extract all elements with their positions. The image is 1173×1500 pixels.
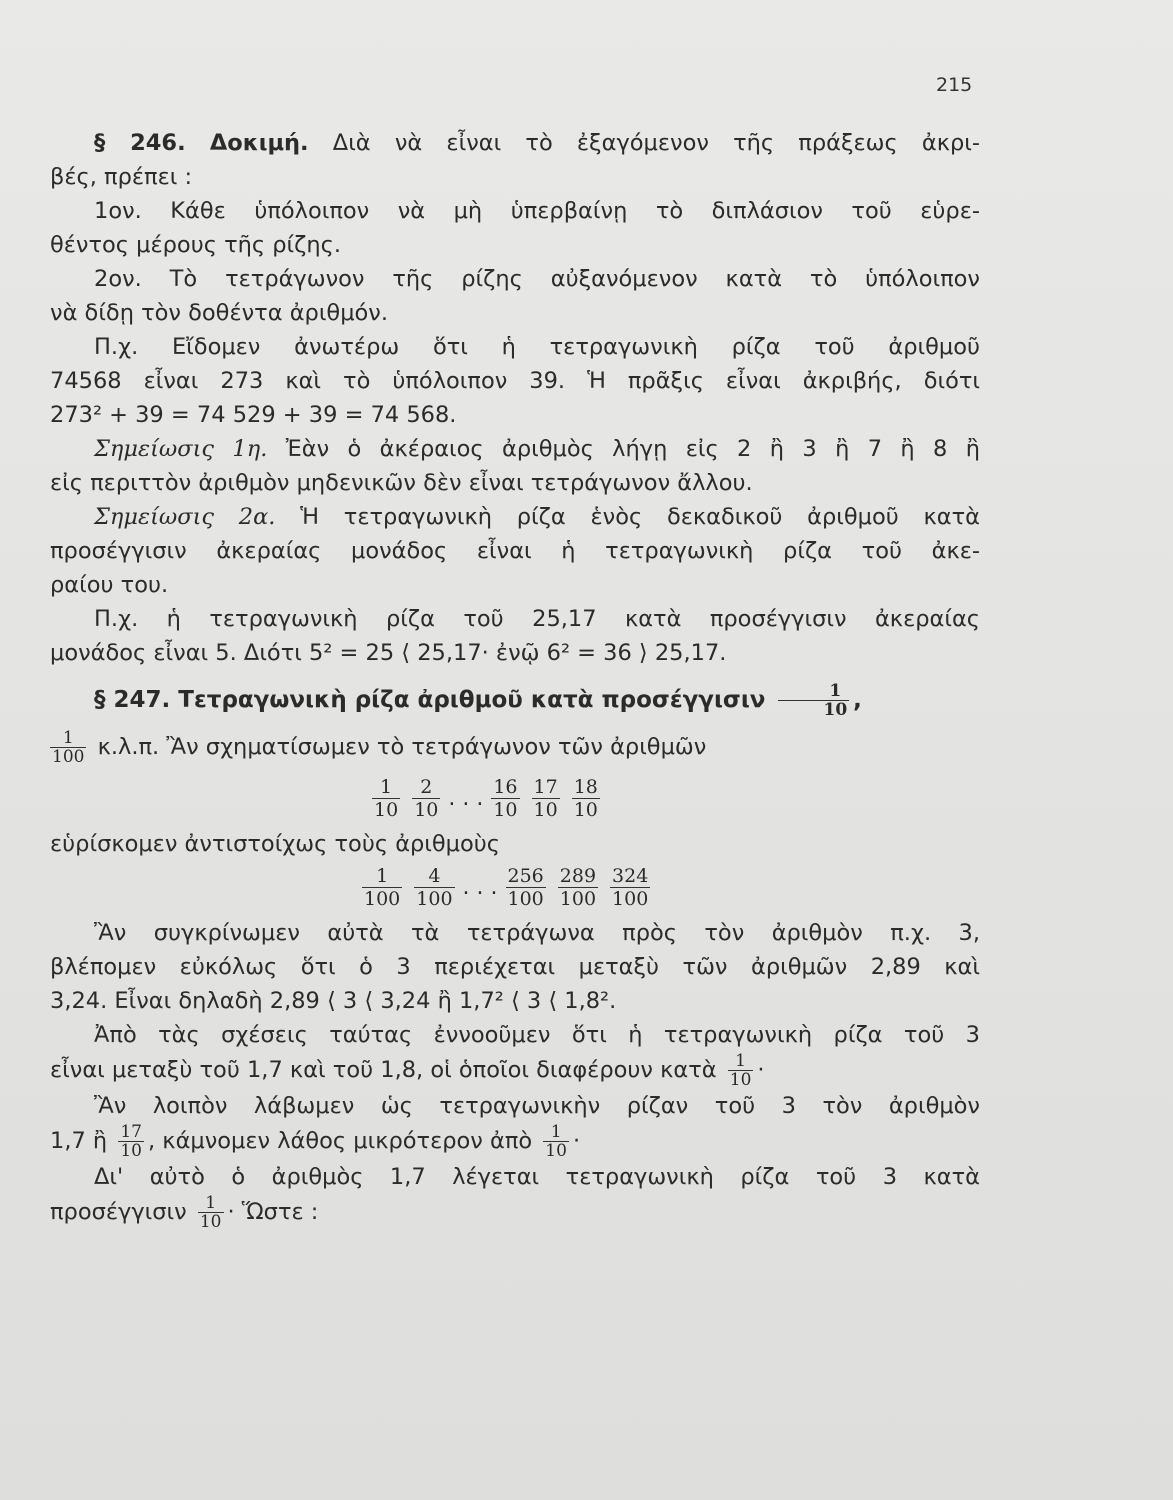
example-2-line2: μονάδος εἶναι 5. Διότι 5² = 25 ⟨ 25,17· ἐνῷ 6² = 36 ⟩ 25,17. — [50, 640, 727, 666]
ellipsis: . . . — [448, 785, 484, 811]
text-line: 1,7 ἢ — [50, 1128, 108, 1154]
section-number: § 247. — [94, 687, 171, 713]
text-line: , κάμνομεν λάθος μικρότερον ἀπὸ — [148, 1128, 533, 1154]
rule-2-line2: νὰ δίδῃ τὸν δοθέντα ἀριθμόν. — [50, 300, 388, 326]
fraction-row-2 — [356, 865, 980, 910]
punctuation: · — [757, 1057, 765, 1083]
fraction-row-1 — [366, 776, 980, 821]
comma: , — [853, 687, 862, 713]
note-2-line2: προσέγγισιν ἀκεραίας μονάδος εἶναι ἡ τετραγωνικὴ ρίζα τοῦ ἀκε- — [50, 538, 980, 564]
conclusion-line2 — [50, 1194, 980, 1231]
note-1-line1 — [50, 432, 980, 466]
found-line: εὑρίσκομεν ἀντιστοίχως τοὺς ἀριθμοὺς — [50, 831, 500, 857]
section-number: § 246. — [94, 130, 186, 156]
note-label: Σημείωσις 1η. — [94, 436, 268, 462]
rule-2-line1: 2ον. Τὸ τετράγωνον τῆς ρίζης αὐξανόμενον κατὰ τὸ ὑπόλοιπον — [94, 266, 980, 292]
fraction: $\frac{16}{10}$ — [493, 776, 518, 821]
approx-line2 — [50, 1123, 980, 1160]
paragraph-246-line1 — [50, 126, 980, 160]
text-line: κ.λ.π. Ἂν σχηματίσωμεν τὸ τετράγωνον τῶν ἀριθμῶν — [97, 734, 707, 760]
fraction: $\frac{1}{10}$ — [729, 1051, 752, 1090]
example-2-line1: Π.χ. ἡ τετραγωνικὴ ρίζα τοῦ 25,17 κατὰ προσέγγισιν ἀκεραίας — [94, 606, 980, 632]
fraction: $\frac{256}{100}$ — [507, 865, 544, 910]
fraction: $\frac{17}{10}$ — [533, 776, 558, 821]
fraction: $\frac{1}{100}$ — [52, 728, 85, 767]
note-2-line1 — [50, 500, 980, 534]
relation-line2 — [50, 1052, 980, 1089]
rule-1-line2: θέντος μέρους τῆς ρίζης. — [50, 232, 341, 258]
note-2-line3: ραίου του. — [50, 572, 169, 598]
section-247-line2 — [50, 729, 980, 766]
page-body — [50, 126, 980, 1231]
compare-line1: Ἂν συγκρίνωμεν αὐτὰ τὰ τετράγωνα πρὸς τὸν ἀριθμὸν π.χ. 3, — [94, 920, 980, 946]
rule-1-line1: 1ον. Κάθε ὑπόλοιπον νὰ μὴ ὑπερβαίνῃ τὸ διπλάσιον τοῦ εὑρε- — [94, 198, 980, 224]
fraction: $\frac{289}{100}$ — [559, 865, 597, 910]
fraction: $\frac{4}{100}$ — [416, 865, 453, 910]
fraction: $\frac{18}{10}$ — [573, 776, 598, 821]
section-title: Δοκιμή. — [209, 130, 309, 156]
section-247-heading — [50, 682, 980, 719]
example-line1: Π.χ. Εἴδομεν ἀνωτέρω ὅτι ἡ τετραγωνικὴ ρίζα τοῦ ἀριθμοῦ — [94, 334, 980, 360]
example-line2: 74568 εἶναι 273 καὶ τὸ ὑπόλοιπον 39. Ἡ πρᾶξις εἶναι ἀκριβής, διότι — [50, 368, 980, 394]
approx-line1: Ἂν λοιπὸν λάβωμεν ὡς τετραγωνικὴν ρίζαν τοῦ 3 τὸν ἀριθμὸν — [94, 1093, 980, 1119]
text-line: προσέγγισιν — [50, 1199, 187, 1225]
section-title: Τετραγωνικὴ ρίζα ἀριθμοῦ κατὰ προσέγγισιν — [178, 687, 766, 713]
text-line: Ἡ τετραγωνικὴ ρίζα ἑνὸς δεκαδικοῦ ἀριθμοῦ κατὰ — [300, 504, 980, 530]
note-label: Σημείωσις 2α. — [94, 504, 276, 530]
compare-line2: βλέπομεν εὐκόλως ὅτι ὁ 3 περιέχεται μεταξὺ τῶν ἀριθμῶν 2,89 καὶ — [50, 954, 980, 980]
fraction: $\frac{17}{10}$ — [120, 1122, 142, 1161]
relation-line1: Ἀπὸ τὰς σχέσεις ταύτας ἐννοοῦμεν ὅτι ἡ τετραγωνικὴ ρίζα τοῦ 3 — [94, 1022, 980, 1048]
punctuation: · — [572, 1128, 581, 1154]
page-number: 215 — [936, 74, 973, 96]
example-line3: 273² + 39 = 74 529 + 39 = 74 568. — [50, 402, 457, 428]
text-line: εἶναι μεταξὺ τοῦ 1,7 καὶ τοῦ 1,8, οἱ ὁποῖοι διαφέρουν κατὰ — [50, 1057, 717, 1083]
fraction: $\frac{2}{10}$ — [414, 776, 439, 821]
note-1-line2: εἰς περιττὸν ἀριθμὸν μηδενικῶν δὲν εἶναι τετράγωνον ἄλλου. — [50, 470, 753, 496]
fraction: $\frac{1}{10}$ — [199, 1193, 222, 1232]
fraction: $\frac{1}{10}$ — [374, 776, 399, 821]
ellipsis: . . . — [462, 874, 498, 900]
paragraph-246-line2: βές, πρέπει : — [50, 164, 193, 190]
fraction: $\frac{1}{10}$ — [778, 682, 850, 719]
text-line: Διὰ νὰ εἶναι τὸ ἐξαγόμενον τῆς πράξεως ἀκρι- — [332, 130, 981, 156]
conclusion-line1: Δι' αὐτὸ ὁ ἀριθμὸς 1,7 λέγεται τετραγωνικὴ ρίζα τοῦ 3 κατὰ — [94, 1164, 980, 1190]
text-line: Ἐὰν ὁ ἀκέραιος ἀριθμὸς λήγῃ εἰς 2 ἢ 3 ἢ 7 ἢ 8 ἢ — [285, 436, 981, 462]
text-line: · Ὥστε : — [227, 1199, 319, 1225]
compare-line3: 3,24. Εἶναι δηλαδὴ 2,89 ⟨ 3 ⟨ 3,24 ἢ 1,7² ⟨ 3 ⟨ 1,8². — [50, 988, 617, 1014]
fraction: $\frac{324}{100}$ — [612, 865, 649, 910]
fraction: $\frac{1}{10}$ — [545, 1122, 567, 1161]
fraction: $\frac{1}{100}$ — [364, 865, 401, 910]
